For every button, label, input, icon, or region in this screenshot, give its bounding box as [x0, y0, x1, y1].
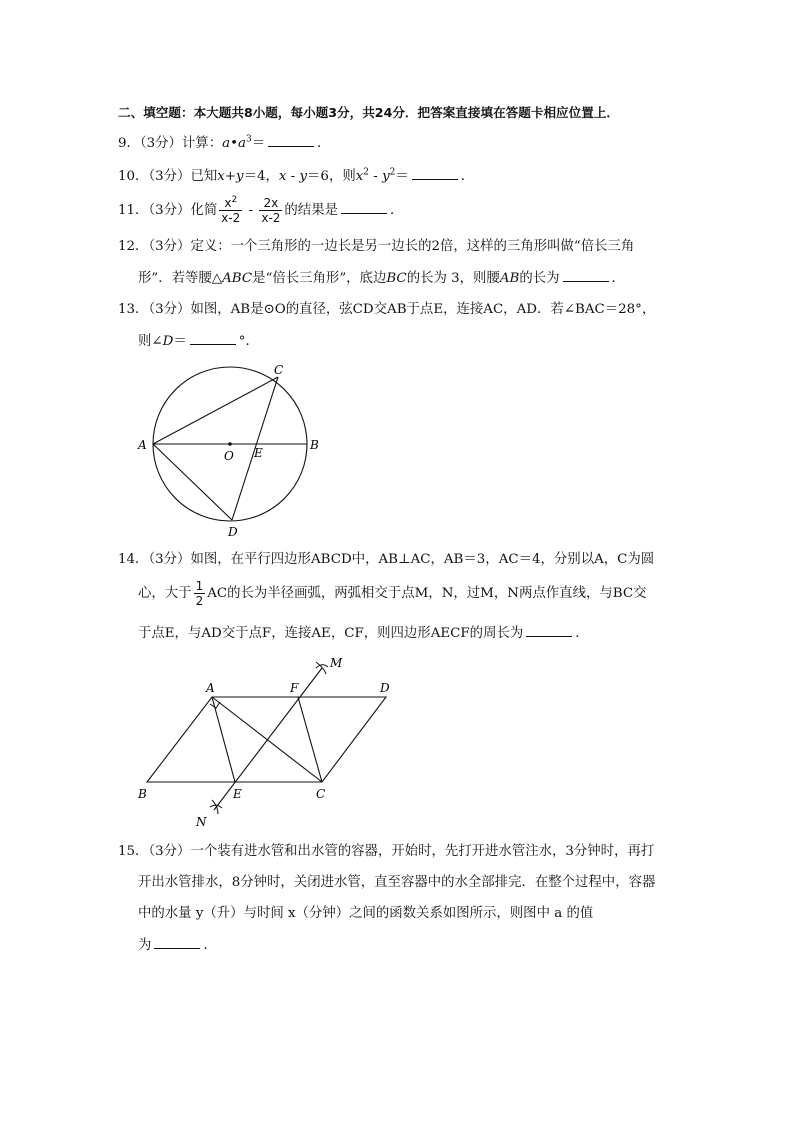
q12-line2b: 是“倍长三角形”，底边 [252, 271, 387, 286]
q11-f2-num: 2x [259, 196, 282, 211]
segment-ae [212, 697, 235, 782]
q9-dot: • [230, 136, 238, 151]
label-e: E [254, 446, 263, 460]
arc-n-2 [212, 800, 218, 814]
q12-end: ． [611, 271, 625, 286]
q11-f2-den: x-2 [261, 211, 281, 225]
label-b: B [138, 787, 147, 801]
right-angle-mark [210, 702, 220, 708]
question-15-line2: 开出水管排水，8分钟时，关闭进水管，直至容器中的水全部排完．在整个过程中，容器 [138, 875, 656, 890]
q14-answer-blank [526, 624, 572, 637]
q10-score: （3分） [148, 169, 191, 184]
q9-exp: 3 [245, 134, 252, 145]
question-13-line1 [118, 301, 655, 319]
q10-t4: - [369, 169, 383, 184]
question-12-line2 [138, 269, 625, 288]
q12-answer-blank [563, 269, 609, 282]
q12-line1: 定义：一个三角形的一边长是另一边长的2倍，这样的三角形叫做“倍长三角 [190, 239, 635, 254]
q13-line1: 如图，AB是⊙O的直径，弦CD交AB于点E，连接AC，AD．若∠BAC＝28°， [190, 302, 656, 317]
q15-answer-blank [154, 936, 200, 949]
q14-half-den: 2 [195, 594, 204, 608]
label-n: N [196, 815, 207, 829]
circle-figure [130, 360, 330, 545]
q13-number: 13． [118, 302, 149, 317]
label-a: A [206, 681, 215, 695]
q10-t2: ＝4， [243, 169, 279, 184]
q13-line2b: ＝ [173, 334, 187, 349]
q10-answer-blank [412, 167, 458, 180]
q10-exp2: 2 [389, 167, 396, 178]
question-15-line3: 中的水量 y（升）与时间 x（分钟）之间的函数关系如图所示，则图中 a 的值 [138, 906, 594, 921]
q11-t2: 的结果是 [284, 203, 338, 218]
q15-line1: 一个装有进水管和出水管的容器，开始时，先打开进水管注水，3分钟时，再打 [190, 844, 655, 859]
question-14-line2 [138, 579, 646, 609]
question-12-line1 [118, 238, 634, 256]
q13-end: °． [238, 334, 259, 349]
q11-number: 11． [118, 203, 149, 218]
q11-f1-num: x [224, 196, 232, 210]
q10-number: 10． [118, 169, 149, 184]
segment-cf [298, 697, 322, 782]
perpendicular-bisector-mn [214, 668, 322, 810]
q15-number: 15． [118, 844, 149, 859]
q12-bc: BC [386, 271, 407, 286]
q10-e3: x [355, 169, 364, 184]
question-13-line2 [138, 332, 259, 351]
q10-e2: x - y [278, 169, 308, 184]
q14-half-num: 1 [195, 579, 204, 593]
center-point [228, 442, 232, 446]
q9-var-a2: a [237, 136, 246, 151]
label-d: D [380, 681, 390, 695]
question-10 [118, 167, 474, 186]
q15-score: （3分） [148, 844, 191, 859]
question-9 [118, 134, 330, 153]
q10-exp1: 2 [363, 167, 370, 178]
q11-t1: 化简 [190, 203, 218, 218]
label-d: D [228, 525, 238, 539]
q14-number: 14． [118, 552, 149, 567]
q9-answer-blank [268, 134, 314, 147]
label-e: E [233, 787, 242, 801]
q13-answer-blank [190, 332, 236, 345]
q12-ab: AB [499, 271, 520, 286]
q11-f1-den: x-2 [221, 211, 241, 225]
q10-end: ． [460, 169, 475, 184]
q14-line2a: 心，大于 [138, 586, 192, 601]
q11-score: （3分） [148, 203, 191, 218]
q12-number: 12． [118, 239, 149, 254]
q15-line4: 为 [138, 938, 152, 953]
q10-e1: x+y [217, 169, 244, 184]
q15-end: ． [203, 938, 217, 953]
q11-fraction-1 [219, 196, 242, 225]
q12-line2c: 的长为 3，则腰 [406, 271, 500, 286]
parallelogram-figure [130, 650, 410, 830]
q9-number: 9． [118, 136, 140, 151]
label-a: A [138, 438, 147, 452]
q14-end: ． [575, 626, 589, 641]
q12-line2d: 的长为 [519, 271, 560, 286]
q14-line2b: AC的长为半径画弧，两弧相交于点M，N，过M，N两点作直线，与BC交 [207, 586, 647, 601]
q14-line1: 如图，在平行四边形ABCD中，AB⊥AC，AB＝3，AC＝4，分别以A，C为圆 [190, 552, 655, 567]
label-m: M [330, 656, 343, 670]
chord-ad [153, 444, 232, 520]
label-c: C [316, 787, 326, 801]
q10-e4: y [382, 169, 390, 184]
q10-t1: 已知 [190, 169, 218, 184]
label-b: B [310, 438, 319, 452]
q11-end: ． [389, 203, 404, 218]
q9-var-a: a [222, 136, 231, 151]
q9-score: （3分） [139, 136, 182, 151]
arc-m-2 [316, 662, 326, 674]
q13-line2a: 则∠ [138, 334, 163, 349]
question-11 [118, 196, 403, 226]
question-14-line1 [118, 551, 654, 569]
q9-end: ． [317, 136, 331, 151]
q10-t3: ＝6，则 [307, 169, 356, 184]
section-title: 二、填空题：本大题共8小题，每小题3分，共24分．把答案直接填在答题卡相应位置上． [118, 105, 620, 120]
q11-fraction-2 [259, 196, 282, 225]
question-15-line1 [118, 843, 654, 861]
q10-t5: ＝ [395, 169, 409, 184]
q13-d: D [162, 334, 174, 349]
question-14-line3 [138, 624, 589, 643]
q14-line3: 于点E，与AD交于点F，连接AE，CF，则四边形AECF的周长为 [138, 626, 524, 641]
q11-f1-exp: 2 [231, 195, 238, 205]
q12-abc: ABC [222, 271, 253, 286]
q9-eq: ＝ [251, 136, 266, 151]
q11-answer-blank [341, 201, 387, 214]
q11-minus: - [244, 203, 258, 218]
q14-half-fraction [194, 579, 206, 608]
q12-line2a: 形”．若等腰△ [138, 271, 223, 286]
q9-text: 计算： [181, 136, 223, 151]
q14-score: （3分） [148, 552, 191, 567]
label-c: C [274, 363, 284, 377]
label-o: O [224, 449, 234, 463]
question-15-line4 [138, 936, 217, 955]
q12-score: （3分） [148, 239, 191, 254]
q13-score: （3分） [148, 302, 191, 317]
label-f: F [290, 681, 299, 695]
